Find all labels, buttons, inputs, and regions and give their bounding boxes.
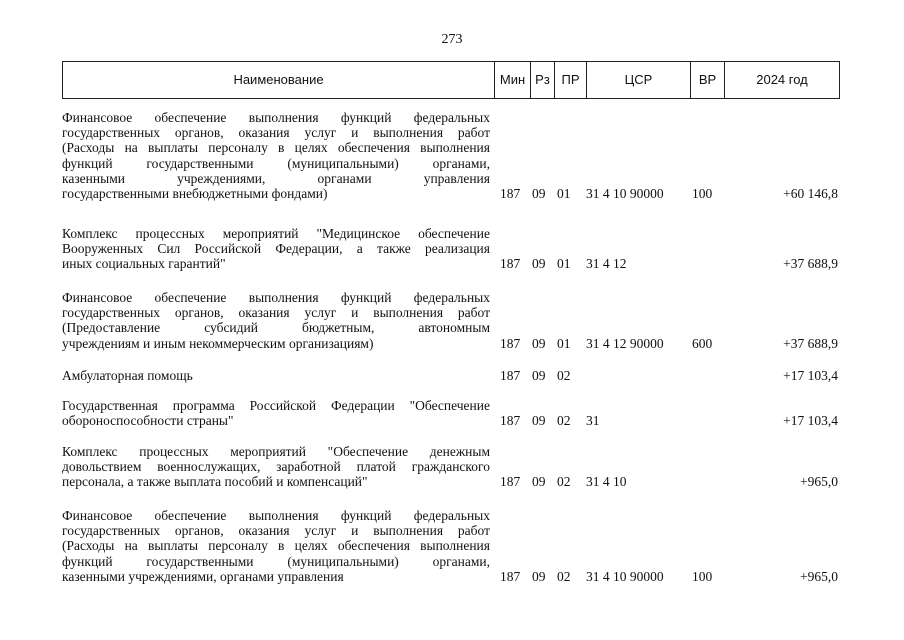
row-name-line: учреждениям и иным некоммерческим организациям)	[62, 335, 374, 351]
row-name	[62, 110, 490, 201]
row-csr: 31 4 10 90000	[586, 568, 664, 584]
row-name-line: (Расходы на выплаты персоналу в целях обеспечения выполнения	[62, 538, 490, 554]
row-min: 187	[500, 474, 521, 490]
row-csr: 31	[586, 413, 600, 429]
page-number: 273	[441, 32, 463, 47]
row-name	[62, 290, 490, 351]
row-amount: +37 688,9	[783, 335, 838, 351]
row-name-line: Амбулаторная помощь	[62, 368, 193, 383]
row-rz: 09	[532, 568, 546, 584]
row-name	[62, 368, 490, 383]
header-year: 2024 год	[756, 72, 808, 87]
row-name-line: государственными внебюджетными фондами)	[62, 186, 328, 202]
table-header	[62, 61, 840, 99]
row-min: 187	[500, 256, 521, 272]
row-name-line: функций государственными (муниципальными) органами,	[62, 553, 490, 569]
header-pr: ПР	[555, 62, 587, 98]
row-min: 187	[500, 568, 521, 584]
row-pr: 01	[557, 335, 571, 351]
row-vr: 100	[692, 568, 713, 584]
row-name-line: казенными учреждениями, органами управления	[62, 568, 344, 584]
row-name-line: Комплекс процессных мероприятий "Обеспечение денежным	[62, 444, 490, 459]
row-name	[62, 508, 490, 584]
row-name	[62, 398, 490, 428]
row-amount: +965,0	[800, 474, 838, 490]
row-name-line: функций государственными (муниципальными) органами,	[62, 155, 490, 171]
row-vr: 100	[692, 186, 713, 201]
row-min: 187	[500, 413, 521, 429]
row-pr: 01	[557, 256, 571, 272]
row-name-line: Финансовое обеспечение выполнения функций федеральных	[62, 508, 490, 523]
header-csr: ЦСР	[587, 62, 691, 98]
row-pr: 02	[557, 413, 571, 429]
row-rz: 09	[532, 368, 546, 383]
header-name: Наименование	[63, 62, 495, 98]
header-vr: ВР	[691, 62, 725, 98]
row-pr: 02	[557, 368, 571, 383]
row-name-line: Комплекс процессных мероприятий "Медицинское обеспечение	[62, 226, 490, 241]
row-rz: 09	[532, 335, 546, 351]
row-csr: 31 4 10 90000	[586, 186, 664, 201]
row-name	[62, 226, 490, 272]
row-name-line: государственных органов, оказания услуг и выполнения работ	[62, 523, 490, 539]
row-name-line: Государственная программа Российской Федерации "Обеспечение	[62, 398, 490, 413]
row-rz: 09	[532, 186, 546, 201]
row-name-line: (Расходы на выплаты персоналу в целях обеспечения выполнения	[62, 140, 490, 156]
row-csr: 31 4 12 90000	[586, 335, 664, 351]
row-name	[62, 444, 490, 490]
row-name-line: иных социальных гарантий"	[62, 256, 226, 272]
row-name-line: Финансовое обеспечение выполнения функций федеральных	[62, 110, 490, 125]
row-name-line: Финансовое обеспечение выполнения функций федеральных	[62, 290, 490, 305]
row-vr: 600	[692, 335, 713, 351]
row-rz: 09	[532, 256, 546, 272]
row-name-line: довольствием военнослужащих, заработной платой гражданского	[62, 459, 490, 475]
row-rz: 09	[532, 474, 546, 490]
row-pr: 02	[557, 568, 571, 584]
row-name-line: персонала, а также выплата пособий и компенсаций"	[62, 474, 368, 490]
row-amount: +60 146,8	[783, 186, 838, 201]
row-name-line: (Предоставление субсидий бюджетным, автономным	[62, 320, 490, 336]
row-min: 187	[500, 186, 521, 201]
row-amount: +17 103,4	[783, 413, 838, 429]
header-min: Мин	[495, 62, 531, 98]
row-amount: +37 688,9	[783, 256, 838, 272]
row-pr: 01	[557, 186, 571, 201]
row-name-line: Вооруженных Сил Российской Федерации, а также реализация	[62, 241, 490, 257]
row-csr: 31 4 12	[586, 256, 627, 272]
row-rz: 09	[532, 413, 546, 429]
row-csr: 31 4 10	[586, 474, 627, 490]
row-name-line: государственных органов, оказания услуг и выполнения работ	[62, 125, 490, 141]
row-name-line: государственных органов, оказания услуг и выполнения работ	[62, 305, 490, 321]
row-amount: +17 103,4	[783, 368, 838, 383]
row-name-line: казенными учреждениями, органами управления	[62, 170, 490, 186]
row-min: 187	[500, 368, 521, 383]
row-name-line: обороноспособности страны"	[62, 413, 234, 429]
row-amount: +965,0	[800, 568, 838, 584]
row-min: 187	[500, 335, 521, 351]
row-pr: 02	[557, 474, 571, 490]
header-rz: Рз	[531, 62, 555, 98]
